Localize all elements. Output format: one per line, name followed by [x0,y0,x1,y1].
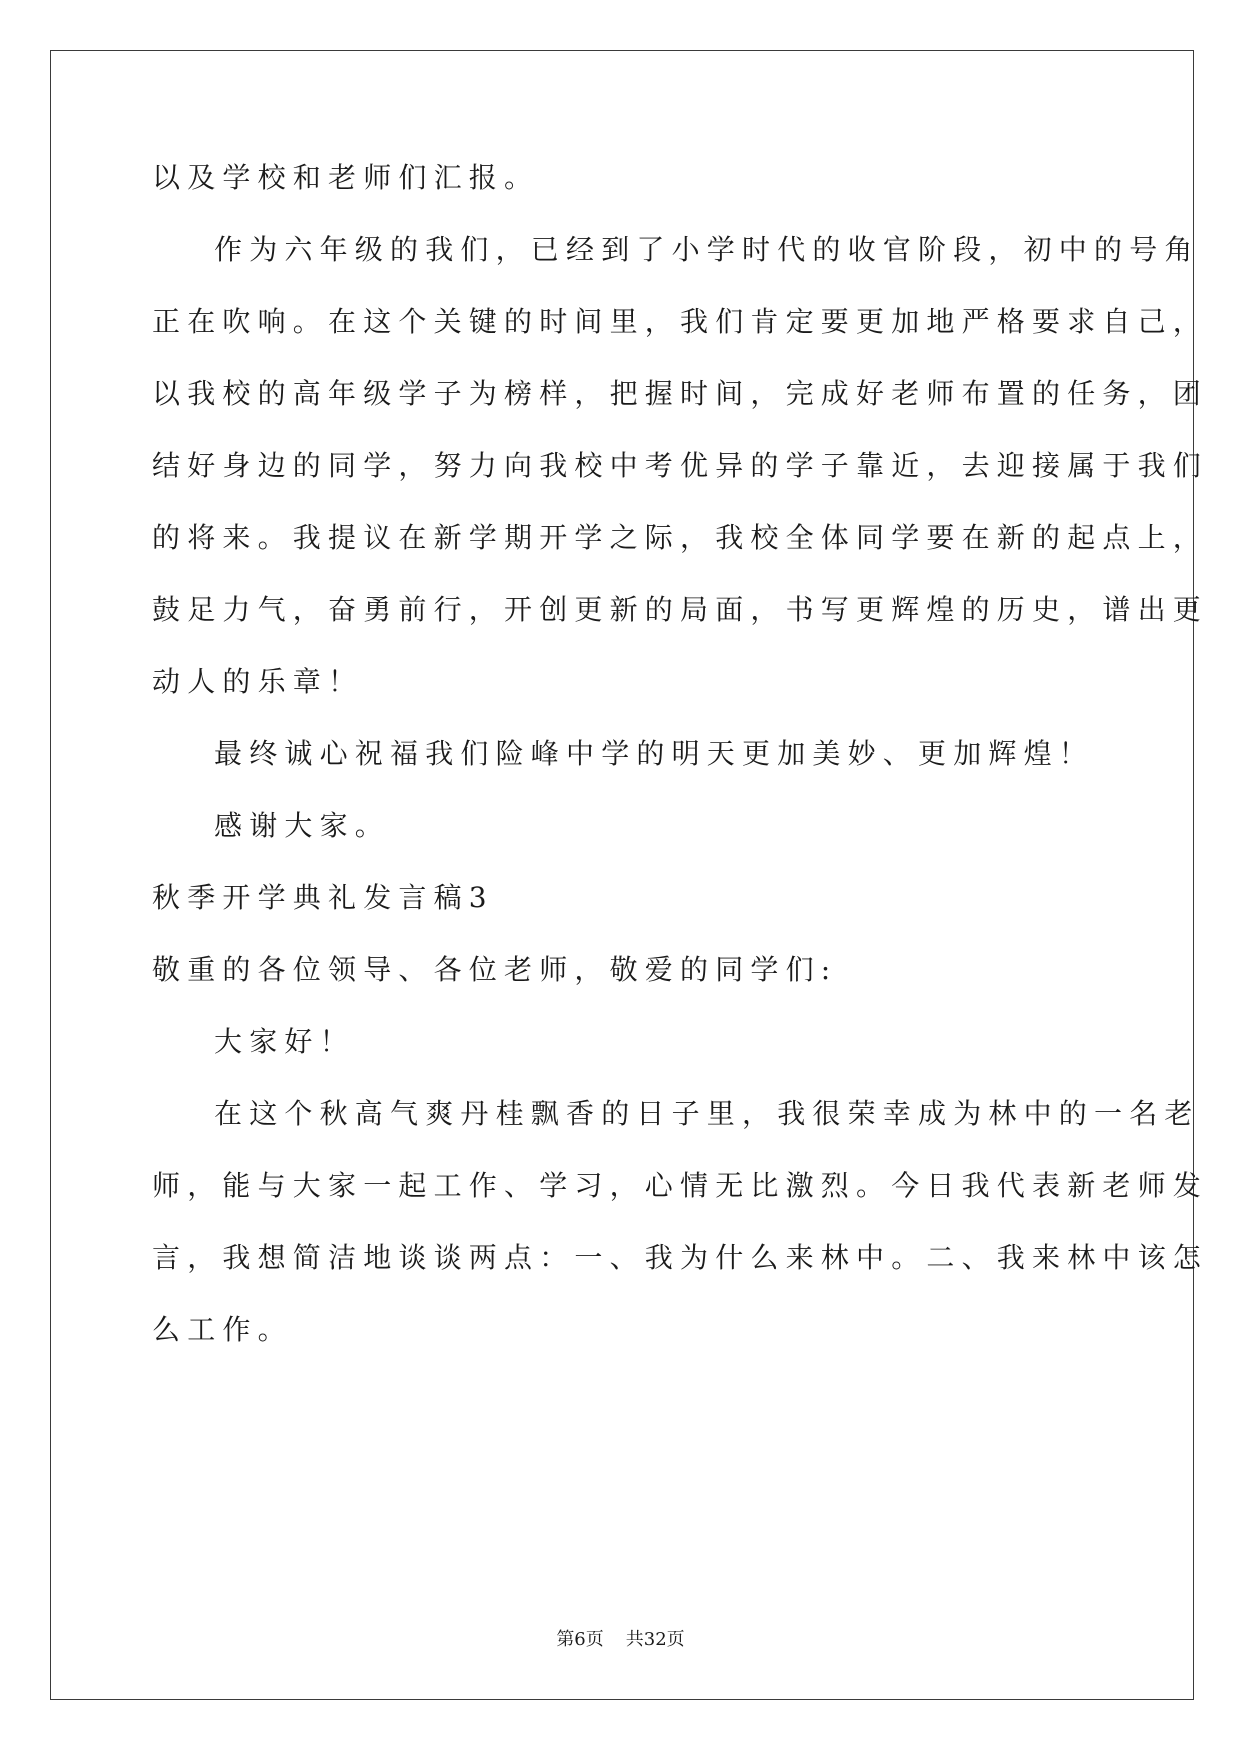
paragraph-line: 最终诚心祝福我们险峰中学的明天更加美妙、更加辉煌！ [214,737,1095,770]
salutation: 敬重的各位领导、各位老师，敬爱的同学们: [152,953,838,986]
body-line: 动人的乐章！ [152,665,364,698]
body-line: 以及学校和老师们汇报。 [152,161,540,194]
body-line: 么工作。 [152,1313,293,1346]
page-number: 第6页 [556,1629,604,1650]
paragraph-line: 感谢大家。 [214,809,391,842]
body-line: 鼓足力气，奋勇前行，开创更新的局面，书写更辉煌的历史，谱出更 [152,593,1209,626]
body-line: 师，能与大家一起工作、学习，心情无比激烈。今日我代表新老师发 [152,1169,1209,1202]
section-heading: 秋季开学典礼发言稿3 [152,881,494,914]
paragraph-line: 在这个秋高气爽丹桂飘香的日子里，我很荣幸成为林中的一名老 [214,1097,1200,1130]
page-total: 共32页 [625,1629,685,1650]
greeting: 大家好！ [214,1025,355,1058]
body-line: 正在吹响。在这个关键的时间里，我们肯定要更加地严格要求自己， [152,305,1209,338]
paragraph-line: 作为六年级的我们，已经到了小学时代的收官阶段，初中的号角 [214,233,1200,266]
body-line: 言，我想简洁地谈谈两点：一、我为什么来林中。二、我来林中该怎 [152,1241,1209,1274]
body-line: 结好身边的同学，努力向我校中考优异的学子靠近，去迎接属于我们 [152,449,1209,482]
body-line: 以我校的高年级学子为榜样，把握时间，完成好老师布置的任务，团 [152,377,1209,410]
body-line: 的将来。我提议在新学期开学之际，我校全体同学要在新的起点上， [152,521,1209,554]
page-footer [0,1628,1241,1652]
page-border [50,50,1194,1700]
